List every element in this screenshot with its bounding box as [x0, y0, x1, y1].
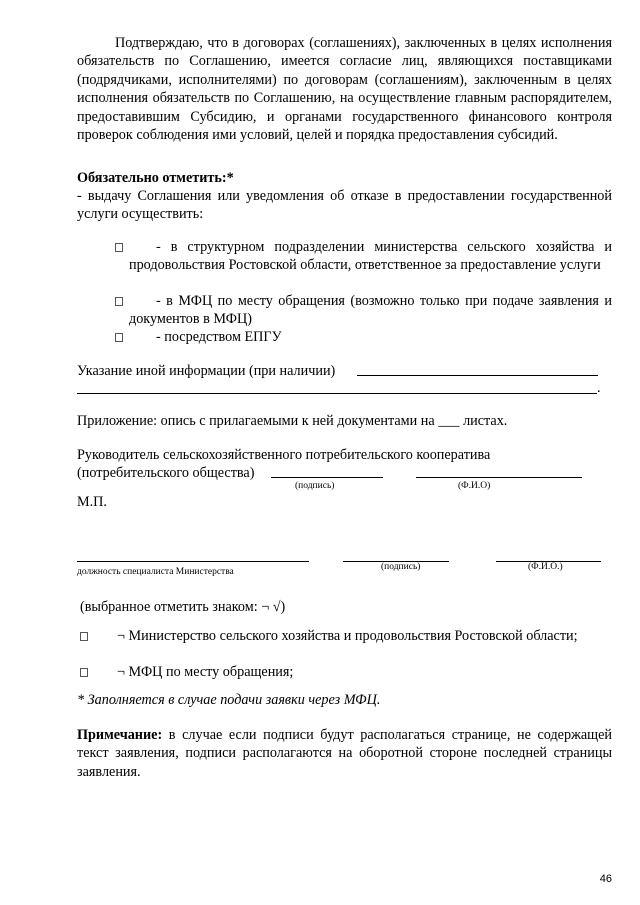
- other-info-end: .: [597, 380, 601, 396]
- note-paragraph: [77, 726, 612, 781]
- head-signature-line[interactable]: [271, 477, 383, 478]
- attachment-text: Приложение: опись с прилагаемыми к ней документами на ___ листах.: [77, 413, 508, 429]
- specialist-position-label: должность специалиста Министерства: [77, 567, 234, 577]
- specialist-signature-label: (подпись): [381, 562, 421, 572]
- delivery-intro: - выдачу Соглашения или уведомления об отказе в предоставлении государственной услуги осуществить:: [77, 188, 612, 223]
- page-number: 46: [599, 873, 612, 885]
- specialist-name-label: (Ф.И.О.): [528, 562, 563, 572]
- delivery-option-label: - в МФЦ по месту обращения (возможно только при подаче заявления и документов в МФЦ): [129, 293, 612, 328]
- head-line-1: Руководитель сельскохозяйственного потребительского кооператива: [77, 447, 491, 463]
- confirm-paragraph: Подтверждаю, что в договорах (соглашениях), заключенных в целях исполнения обязательств по Соглашению, имеется согласие лиц, являющихся поставщиками (подрядчиками, исполнителями) по договорам (соглашениям), заключенным в целях исполнения обязательств по Соглашению, на осуществление главным распорядителем, предоставившим Субсидию, и органами государственного финансового контроля проверок соблюдения ими условий, целей и порядка предоставления субсидий.: [77, 35, 612, 144]
- other-info-line-2[interactable]: [77, 393, 597, 394]
- mark-instruction: (выбранное отметить знаком: ¬ √): [80, 599, 286, 615]
- delivery-option-mfc: [129, 292, 612, 329]
- checkbox-epgu[interactable]: [115, 333, 123, 342]
- seal-label: М.П.: [77, 494, 107, 510]
- mark-option-label: ¬ МФЦ по месту обращения;: [117, 664, 294, 680]
- footnote: * Заполняется в случае подачи заявки через МФЦ.: [77, 692, 381, 708]
- checkbox-structural-unit[interactable]: [115, 243, 123, 252]
- mark-option-label: ¬ Министерство сельского хозяйства и продовольствия Ростовской области;: [117, 628, 578, 644]
- head-signature-label: (подпись): [295, 481, 335, 491]
- note-label: Примечание:: [77, 727, 163, 743]
- note-text: в случае если подписи будут располагаться странице, не содержащей текст заявления, подписи располагаются на оборотной стороне последней страницы заявления.: [77, 727, 612, 780]
- mark-option-ministry: [77, 627, 612, 645]
- checkbox-mfc[interactable]: [115, 297, 123, 306]
- delivery-option-label: - посредством ЕПГУ: [156, 329, 282, 345]
- delivery-option-structural-unit: [129, 238, 612, 275]
- other-info-line-1[interactable]: [357, 375, 598, 376]
- delivery-option-epgu: [129, 328, 612, 346]
- other-info-label: Указание иной информации (при наличии): [77, 363, 336, 379]
- head-name-label: (Ф.И.О): [458, 481, 491, 491]
- mark-option-mfc: [77, 663, 612, 681]
- head-line-2: (потребительского общества): [77, 465, 255, 481]
- mandatory-heading: Обязательно отметить:*: [77, 170, 234, 186]
- head-name-line[interactable]: [416, 477, 582, 478]
- specialist-position-line[interactable]: [77, 561, 309, 562]
- delivery-option-label: - в структурном подразделении министерства сельского хозяйства и продовольствия Ростовской области, ответственное за предоставление услуги: [129, 239, 612, 274]
